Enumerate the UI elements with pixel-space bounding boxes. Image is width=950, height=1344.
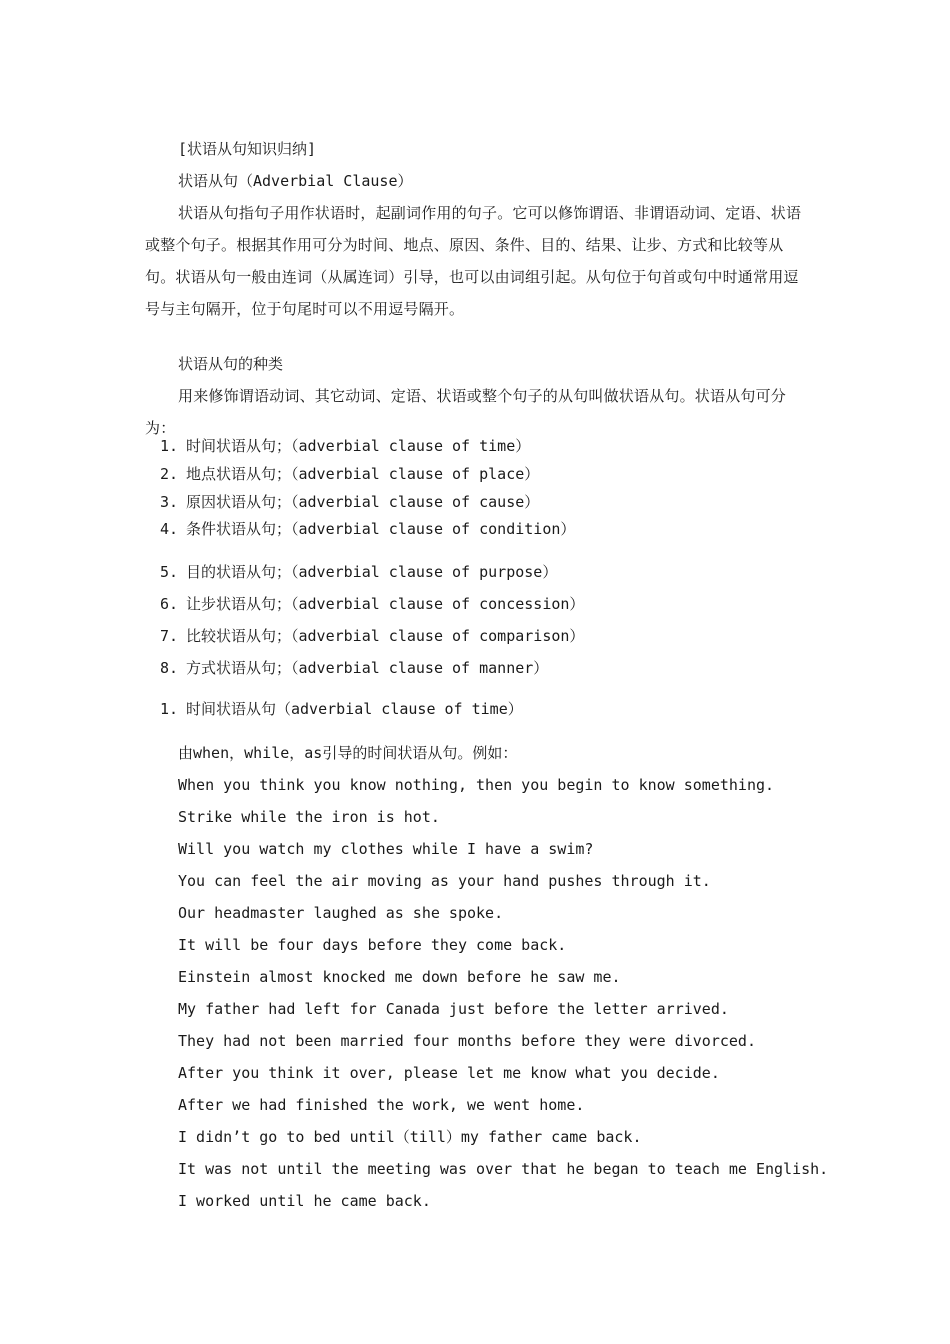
section-number: 1. <box>160 700 179 718</box>
list-number: 2. <box>160 465 179 483</box>
type-list-item <box>160 492 539 512</box>
type-list-item <box>160 519 575 539</box>
list-number: 4. <box>160 520 179 538</box>
example-sentence: Will you watch my clothes while I have a swim? <box>178 840 594 858</box>
section-heading-time <box>160 699 523 719</box>
list-number: 3. <box>160 493 179 511</box>
section-title: 时间状语从句（adverbial clause of time） <box>186 700 523 718</box>
list-number: 6. <box>160 595 179 613</box>
list-label: 地点状语从句；（adverbial clause of place） <box>186 465 540 483</box>
section-subheading: 状语从句（Adverbial Clause） <box>178 172 413 190</box>
list-label: 比较状语从句；（adverbial clause of comparison） <box>186 627 585 645</box>
list-number: 1. <box>160 437 179 455</box>
example-sentence: Our headmaster laughed as she spoke. <box>178 904 504 922</box>
list-label: 原因状语从句；（adverbial clause of cause） <box>186 493 540 511</box>
list-label: 让步状语从句；（adverbial clause of concession） <box>186 595 585 613</box>
type-list-item <box>160 562 557 582</box>
list-label: 方式状语从句；（adverbial clause of manner） <box>186 659 549 677</box>
example-sentence: My father had left for Canada just before the letter arrived. <box>178 1000 729 1018</box>
list-label: 时间状语从句；（adverbial clause of time） <box>186 437 531 455</box>
list-number: 8. <box>160 659 179 677</box>
example-sentence: After we had finished the work, we went home. <box>178 1096 585 1114</box>
list-number: 5. <box>160 563 179 581</box>
intro-paragraph: 状语从句指句子用作状语时，起副词作用的句子。它可以修饰谓语、非谓语动词、定语、状语或整个句子。根据其作用可分为时间、地点、原因、条件、目的、结果、让步、方式和比较等从句。状语从句一般由连词（从属连词）引导，也可以由词组引起。从句位于句首或句中时通常用逗号与主句隔开，位于句尾时可以不用逗号隔开。 <box>145 204 802 318</box>
types-heading: 状语从句的种类 <box>178 355 284 373</box>
example-sentence: I didn’t go to bed until（till）my father came back. <box>178 1128 642 1146</box>
type-list-item <box>160 464 539 484</box>
example-sentence: You can feel the air moving as your hand pushes through it. <box>178 872 711 890</box>
example-sentence: It will be four days before they come back. <box>178 936 567 954</box>
list-label: 条件状语从句；（adverbial clause of condition） <box>186 520 576 538</box>
list-number: 7. <box>160 627 179 645</box>
type-list-item <box>160 626 584 646</box>
list-label: 目的状语从句；（adverbial clause of purpose） <box>186 563 558 581</box>
example-sentence: After you think it over, please let me know what you decide. <box>178 1064 720 1082</box>
type-list-item <box>160 436 530 456</box>
example-sentence: They had not been married four months before they were divorced. <box>178 1032 756 1050</box>
example-sentence: When you think you know nothing, then you begin to know something. <box>178 776 775 794</box>
example-sentence: It was not until the meeting was over that he began to teach me English. <box>178 1160 829 1178</box>
type-list-item <box>160 658 548 678</box>
example-sentence: Strike while the iron is hot. <box>178 808 440 826</box>
example-sentence: I worked until he came back. <box>178 1192 431 1210</box>
example-sentence: Einstein almost knocked me down before he saw me. <box>178 968 621 986</box>
type-list-item <box>160 594 584 614</box>
document-heading: [状语从句知识归纳] <box>178 140 317 158</box>
types-paragraph: 用来修饰谓语动词、其它动词、定语、状语或整个句子的从句叫做状语从句。状语从句可分为： <box>145 387 787 437</box>
section-intro: 由when，while，as引导的时间状语从句。例如： <box>178 744 518 762</box>
